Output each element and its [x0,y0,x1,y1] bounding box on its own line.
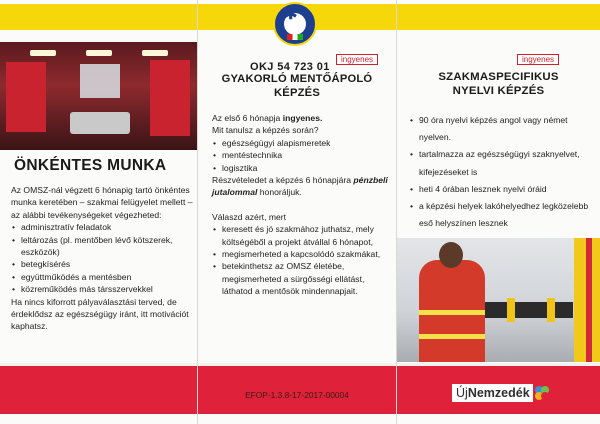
title-line: NYELVI KÉPZÉS [452,85,545,97]
free-intro [212,112,390,124]
intro-bold: ingyenes. [282,113,323,123]
list-item: • betegkísérés [11,258,193,270]
list-item: • heti 4 órában lesznek nyelvi óráid [409,181,595,198]
list-item: • logisztika [212,162,390,174]
list-item: • adminisztratív feladatok [11,221,193,233]
language-title [397,70,600,98]
okj-code: OKJ 54 723 01 [250,61,330,73]
list-item: • egészségügyi alapismeretek [212,137,390,149]
list-item: • együttműködés a mentésben [11,271,193,283]
panel-paramedic-training [198,0,396,424]
list-item: • megismerheted a kapcsolódó szakmákat, [212,248,390,260]
list-item: • a képzési helyek lakóhelyedhez legközelebb eső helyszínen lesznek [409,198,595,232]
volunteer-body [11,184,193,333]
top-yellow-band [0,4,197,30]
uj-nemzedek-logo [452,384,533,402]
reward-emphasis: pénzbeli jutalommal [212,175,388,198]
title-line: KÉPZÉS [274,87,320,99]
free-badge: ingyenes [517,54,559,65]
list-item: • mentéstechnika [212,149,390,161]
volunteer-title: ÖNKÉNTES MUNKA [14,157,167,174]
list-item: • leltározás (pl. mentőben lévő kötszerek, eszközök) [11,234,193,259]
list-item: • 90 óra nyelvi képzés angol vagy német nyelven. [409,112,595,146]
bottom-red-band [0,366,197,414]
volunteer-closing: Ha nincs kiforrott pályaválasztási terved, de érdeklődsz az egészségügy iránt, itt motivációt kaphatsz. [11,296,189,332]
reward-suffix: honoráljuk. [257,187,302,198]
paramedic-title [198,72,396,100]
topic-list [212,137,390,174]
omsz-logo-icon: ✱ [273,2,317,46]
paramedic-body [212,112,390,298]
title-line: SZAKMASPECIFIKUS [438,71,559,83]
project-code: EFOP-1.3.8-17-2017-00004 [245,390,349,400]
title-line: GYAKORLÓ MENTŐÁPOLÓ [221,73,373,85]
list-item: • keresett és jó szakmához juthatsz, mely költségéből a projekt átvállal 6 hónapot, [212,223,390,248]
ambulance-interior-photo [0,42,197,150]
free-badge: ingyenes [336,54,378,65]
reward-text [212,174,390,199]
list-item: • betekinthetsz az OMSZ életébe, megismerheted a sürgősségi ellátást, láthatod a mentősök mindennapjait. [212,260,390,297]
list-item: • tartalmazza az egészségügyi szaknyelvet, kifejezéseket is [409,146,595,180]
brand-prefix: Új [456,386,468,400]
intro-text: Az első 6 hónapja [212,113,283,123]
reward-prefix: Részvételedet a képzés 6 hónapjára [212,175,354,186]
why-heading: Válaszd azért, mert [212,211,287,222]
top-yellow-band [397,4,600,30]
list-item: • közreműködés más társszervekkel [11,283,193,295]
brand-name: Nemzedék [467,386,530,400]
volunteer-activity-list [11,221,193,295]
panel-language-training [397,0,600,424]
volunteer-intro: Az OMSZ-nál végzett 6 hónapig tartó önkéntes munka keretében – szakmai felügyelet mellett – az alábbi tevékenységeket végezheted: [11,185,193,220]
paramedic-photo [397,238,600,362]
language-body [409,112,595,232]
brand-mark-icon [534,385,550,401]
question: Mit tanulsz a képzés során? [212,125,319,136]
panel-volunteer-work [0,0,197,424]
reason-list [212,223,390,297]
language-list [409,112,595,232]
